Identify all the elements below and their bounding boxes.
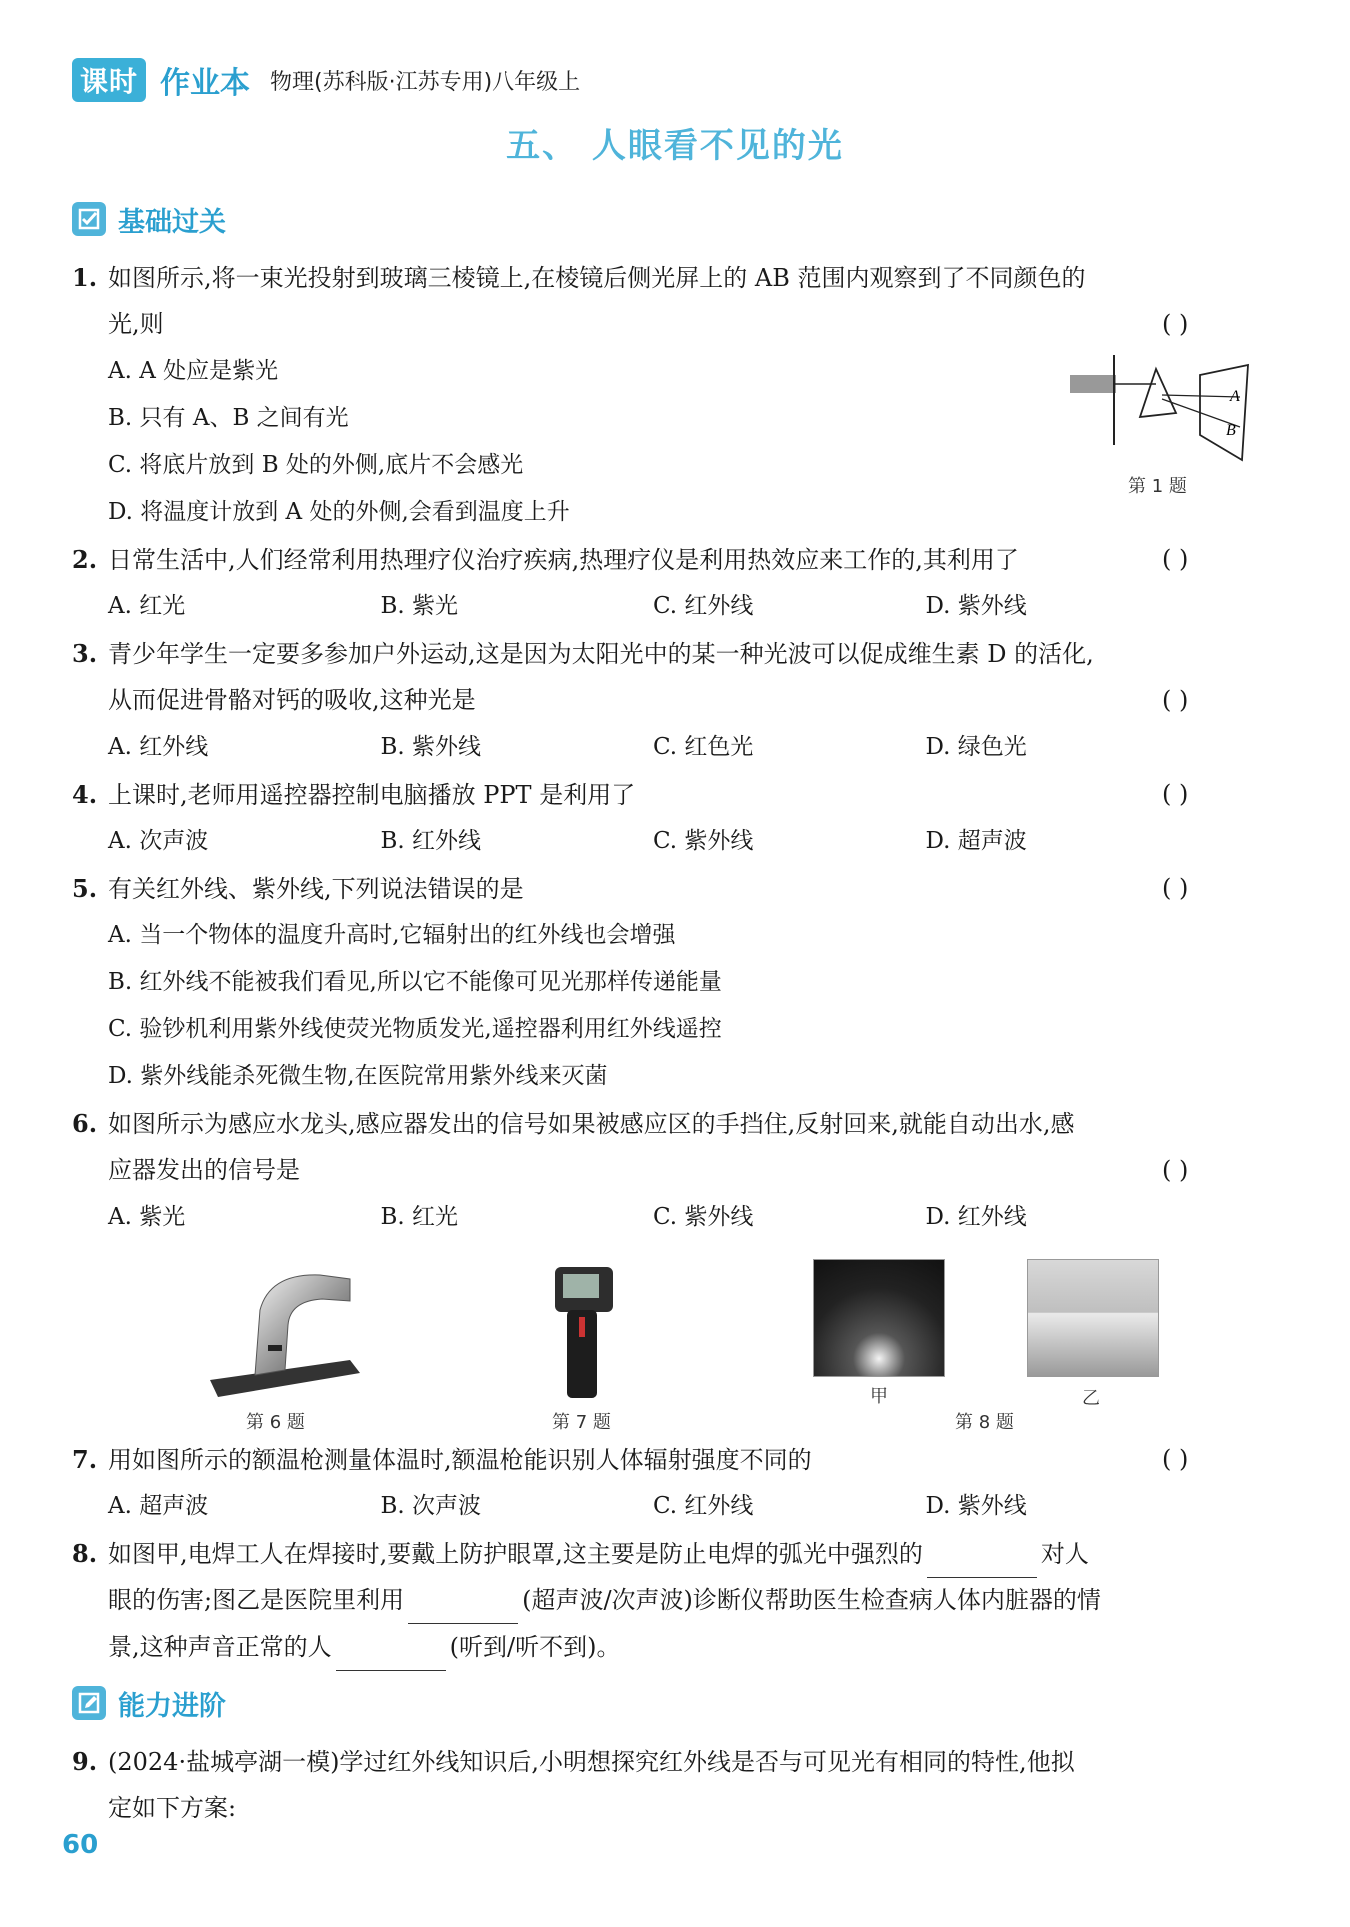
figure-1-caption: 第 1 题: [1128, 476, 1187, 497]
question-number: 1.: [72, 263, 98, 292]
figure-6-caption: 第 6 题: [246, 1412, 305, 1433]
question-text: 日常生活中,人们经常利用热理疗仪治疗疾病,热理疗仪是利用热效应来工作的,其利用了: [108, 546, 1019, 574]
gun-trigger: [579, 1317, 585, 1337]
question-3-line2: [72, 677, 1252, 724]
photo-jia-label: 甲: [870, 1386, 888, 1407]
option-d: D. 绿色光: [925, 734, 1027, 760]
refracted-ray-top: [1162, 395, 1240, 397]
question-4: 4. 上课时,老师用遥控器控制电脑播放 PPT 是利用了 ( ): [72, 771, 1252, 819]
option-b: B. 红光: [380, 1204, 459, 1230]
option-a: A. 紫光: [108, 1204, 186, 1230]
option-b: B. 紫外线: [380, 734, 482, 760]
question-text: 有关红外线、紫外线,下列说法错误的是: [108, 875, 524, 903]
question-6: 6. 如图所示为感应水龙头,感应器发出的信号如果被感应区的手挡住,反射回来,就能自动出水,感: [72, 1109, 1075, 1138]
question-text: 定如下方案:: [108, 1794, 237, 1822]
page-number: 60: [62, 1830, 99, 1860]
page-title: 五、 人眼看不见的光: [506, 126, 844, 166]
option-b: B. 红外线不能被我们看见,所以它不能像可见光那样传递能量: [108, 969, 722, 995]
option-d: D. 紫外线能杀死微生物,在医院常用紫外线来灭菌: [108, 1063, 608, 1089]
option-a: A. 红光: [108, 593, 186, 619]
question-7-options: [108, 1483, 1198, 1530]
option-a: A. A 处应是紫光: [108, 358, 279, 384]
answer-blank[interactable]: [336, 1646, 446, 1671]
question-6-line2: [72, 1147, 1252, 1194]
option-d: D. 超声波: [925, 828, 1027, 854]
label-b: B: [1226, 422, 1236, 439]
question-text: 光,则: [108, 310, 164, 338]
question-text: 如图所示为感应水龙头,感应器发出的信号如果被感应区的手挡住,反射回来,就能自动出水,感: [108, 1110, 1075, 1138]
option-a: A. 超声波: [108, 1493, 209, 1519]
page-header: [72, 58, 580, 102]
photo-yi-label: 乙: [1082, 1388, 1100, 1409]
answer-blank[interactable]: [927, 1553, 1037, 1578]
section-advanced-label: 能力进阶: [118, 1690, 226, 1722]
answer-parentheses: ( ): [1162, 686, 1189, 714]
question-2-options: [108, 583, 1198, 630]
checklist-icon: [72, 202, 106, 236]
answer-parentheses: ( ): [1162, 1156, 1189, 1184]
gun-screen: [563, 1274, 599, 1298]
option-d: D. 红外线: [925, 1204, 1027, 1230]
question-3: 3. 青少年学生一定要多参加户外运动,这是因为太阳光中的某一种光波可以促成维生素 D 的活化,: [72, 639, 1094, 668]
question-9: 9. (2024·盐城亭湖一模)学过红外线知识后,小明想探究红外线是否与可见光有相同的特性,他拟: [72, 1747, 1075, 1776]
question-8-line3: 景,这种声音正常的人 (听到/听不到)。: [72, 1624, 1252, 1671]
prism-diagram: [1070, 355, 1260, 465]
option-c: C. 红外线: [653, 1493, 754, 1519]
label-a: A: [1230, 388, 1240, 405]
section-advanced: [72, 1682, 226, 1724]
light-source-bar: [1070, 375, 1116, 393]
answer-parentheses: ( ): [1162, 545, 1189, 573]
option-d: D. 将温度计放到 A 处的外侧,会看到温度上升: [108, 499, 570, 525]
question-5: 5. 有关红外线、紫外线,下列说法错误的是 ( ): [72, 865, 1252, 913]
question-text: 上课时,老师用遥控器控制电脑播放 PPT 是利用了: [108, 781, 636, 809]
option-d: D. 紫外线: [925, 593, 1027, 619]
option-c: C. 红色光: [653, 734, 754, 760]
question-4-options: [108, 818, 1198, 865]
answer-parentheses: ( ): [1162, 874, 1189, 902]
answer-blank[interactable]: [408, 1599, 518, 1624]
question-text: 从而促进骨骼对钙的吸收,这种光是: [108, 686, 476, 714]
series-brand: 作业本: [160, 66, 251, 101]
answer-parentheses: ( ): [1162, 780, 1189, 808]
option-b: B. 紫光: [380, 593, 459, 619]
series-badge: 课时: [72, 58, 146, 102]
faucet-body: [255, 1275, 350, 1375]
question-text: 青少年学生一定要多参加户外运动,这是因为太阳光中的某一种光波可以促成维生素 D 的活化,: [108, 640, 1094, 668]
option-b: B. 红外线: [380, 828, 482, 854]
option-b: B. 次声波: [380, 1493, 482, 1519]
question-text: 如图所示,将一束光投射到玻璃三棱镜上,在棱镜后侧光屏上的 AB 范围内观察到了不同颜色的: [108, 264, 1086, 292]
option-a: A. 次声波: [108, 828, 209, 854]
question-1: [72, 254, 1252, 302]
question-text: (2024·盐城亭湖一模)学过红外线知识后,小明想探究红外线是否与可见光有相同的特性,他拟: [108, 1748, 1075, 1776]
question-8: 8. 如图甲,电焊工人在焊接时,要戴上防护眼罩,这主要是防止电焊的弧光中强烈的 对人: [72, 1530, 1252, 1578]
option-c: C. 将底片放到 B 处的外侧,底片不会感光: [108, 452, 524, 478]
welding-photo: [813, 1259, 945, 1377]
section-basic: [72, 198, 226, 240]
subject-label: 物理(苏科版·江苏专用)八年级上: [270, 69, 581, 95]
ultrasound-photo: [1027, 1259, 1159, 1377]
question-text: 应器发出的信号是: [108, 1156, 300, 1184]
faucet-sensor: [268, 1345, 282, 1351]
option-c: C. 紫外线: [653, 1204, 754, 1230]
option-a: A. 红外线: [108, 734, 209, 760]
question-7: 7. 用如图所示的额温枪测量体温时,额温枪能识别人体辐射强度不同的 ( ): [72, 1436, 1252, 1484]
question-2: 2. 日常生活中,人们经常利用热理疗仪治疗疾病,热理疗仪是利用热效应来工作的,其利用了 ( ): [72, 536, 1252, 584]
question-8-line2: 眼的伤害;图乙是医院里利用 (超声波/次声波)诊断仪帮助医生检查病人体内脏器的情: [72, 1577, 1252, 1624]
question-3-options: [108, 724, 1198, 771]
light-screen: [1200, 365, 1248, 460]
question-9-line2: [72, 1785, 1252, 1832]
question-1-line2: [72, 301, 1252, 348]
option-c: C. 红外线: [653, 593, 754, 619]
option-b: B. 只有 A、B 之间有光: [108, 405, 349, 431]
question-text: 用如图所示的额温枪测量体温时,额温枪能识别人体辐射强度不同的: [108, 1446, 812, 1474]
figure-8-caption: 第 8 题: [955, 1412, 1014, 1433]
glass-prism: [1140, 369, 1176, 417]
option-a: A. 当一个物体的温度升高时,它辐射出的红外线也会增强: [108, 922, 676, 948]
option-d: D. 紫外线: [925, 1493, 1027, 1519]
thermometer-gun-figure: [545, 1262, 625, 1402]
sensor-faucet-figure: [200, 1265, 370, 1400]
section-basic-label: 基础过关: [118, 206, 226, 238]
question-6-options: [108, 1194, 1198, 1241]
answer-parentheses: ( ): [1162, 1445, 1189, 1473]
option-c: C. 紫外线: [653, 828, 754, 854]
answer-parentheses: ( ): [1162, 310, 1189, 338]
option-c: C. 验钞机利用紫外线使荧光物质发光,遥控器利用红外线遥控: [108, 1016, 722, 1042]
pencil-icon: [72, 1686, 106, 1720]
figure-7-caption: 第 7 题: [552, 1412, 611, 1433]
